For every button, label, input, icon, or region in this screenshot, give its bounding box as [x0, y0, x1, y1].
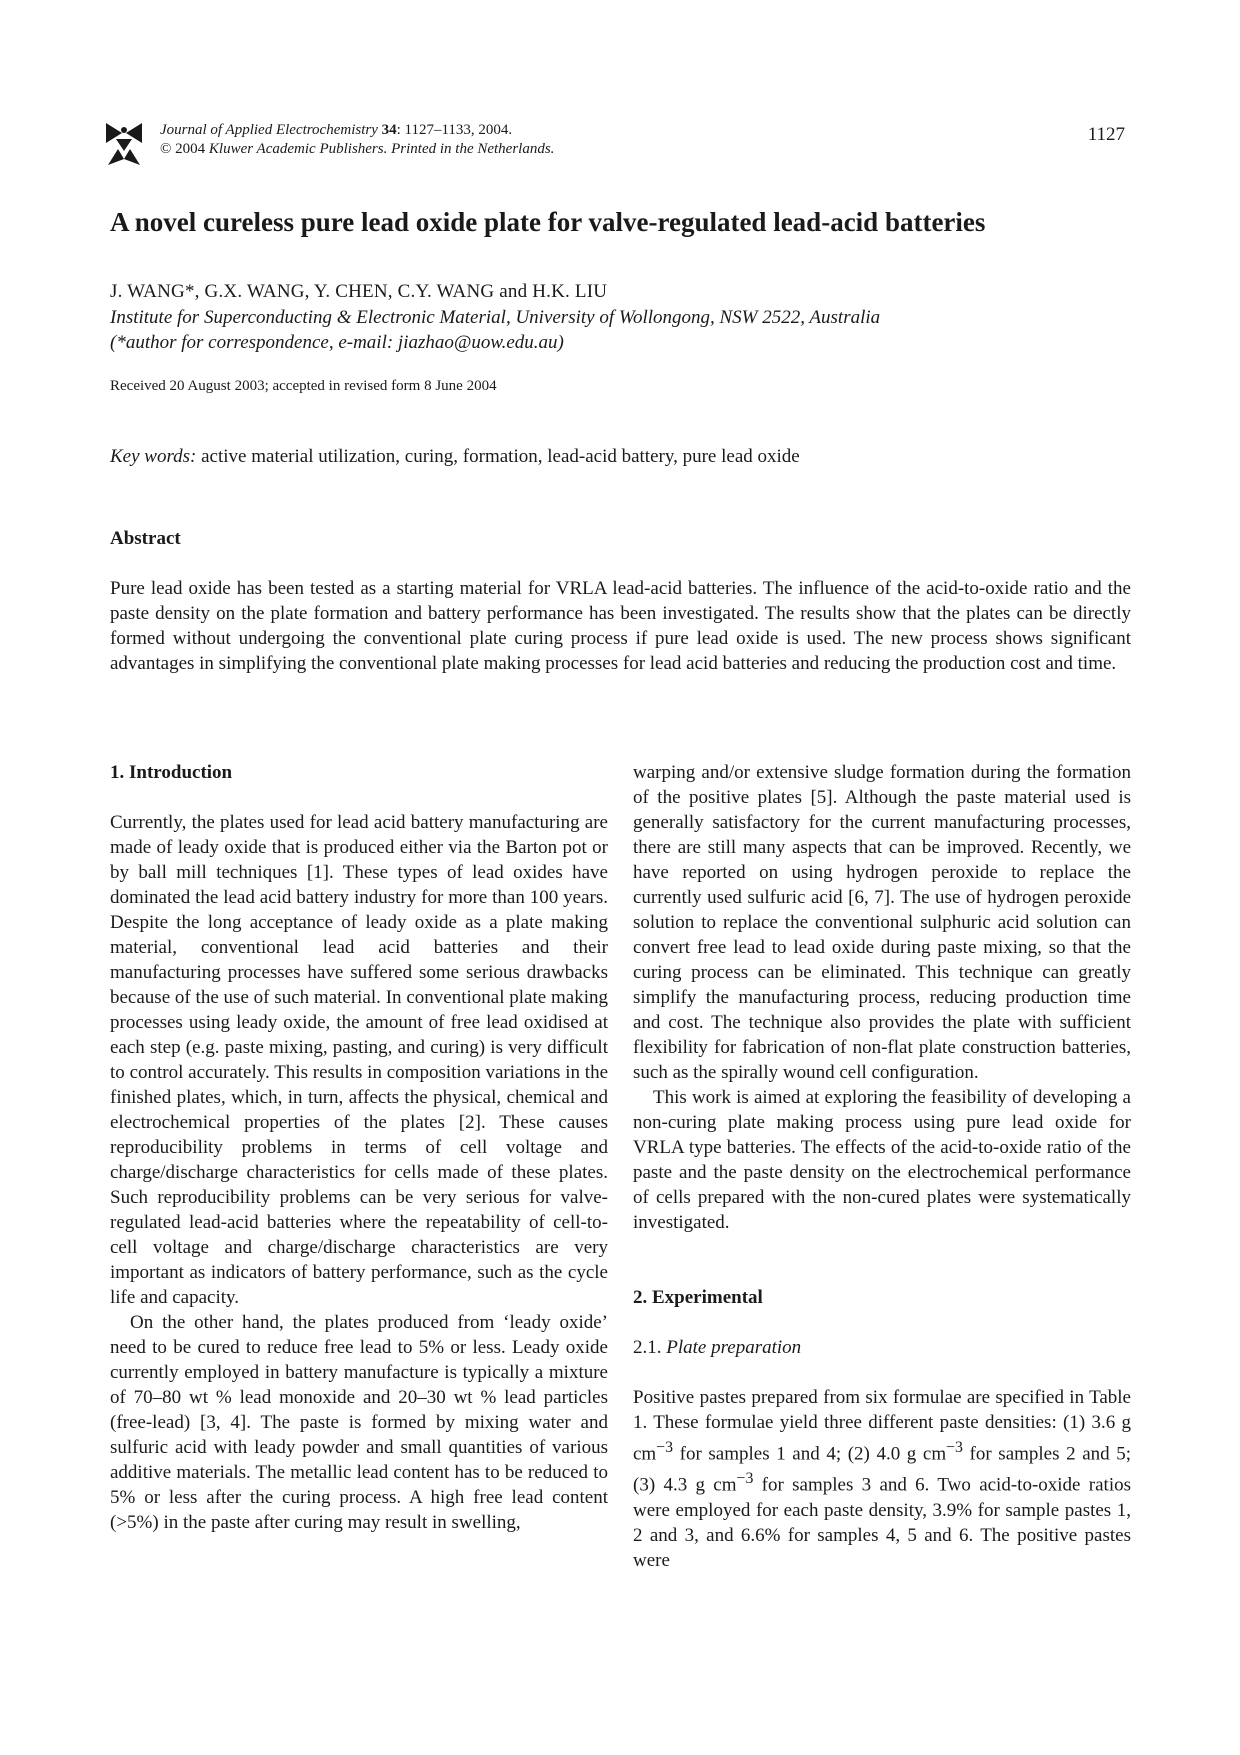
experimental-text-part-3: for samples 2 and 5; (3) 4.3 g cm — [633, 1443, 1131, 1496]
affiliation: Institute for Superconducting & Electronic Material, University of Wollongong, NSW 2522, Australia — [110, 307, 881, 328]
left-column — [110, 760, 608, 1535]
superscript-minus-3: −3 — [946, 1439, 963, 1456]
page-number: 1127 — [1087, 124, 1125, 145]
subsection-number: 2.1. — [633, 1337, 662, 1358]
publisher-logo-icon — [106, 121, 142, 165]
received-dates: Received 20 August 2003; accepted in revised form 8 June 2004 — [110, 378, 497, 394]
experimental-text-part-2: for samples 1 and 4; (2) 4.0 g cm — [673, 1443, 947, 1465]
journal-name: Journal of Applied Electrochemistry — [160, 122, 378, 138]
intro-paragraph-1: Currently, the plates used for lead acid battery manufacturing are made of leady oxide that is produced either via the Barton pot or by ball mill techniques [1]. These types of lead oxides have dominated the lead acid battery industry for more than 100 years. Despite the long acceptance of leady oxide as a plate making material, conventional lead acid batteries and their manufacturing processes have suffered some serious drawbacks because of the use of such material. In conventional plate making processes using leady oxide, the amount of free lead oxidised at each step (e.g. paste mixing, pasting, and curing) is very difficult to control accurately. This results in composition variations in the finished plates, which, in turn, affects the physical, chemical and electrochemical properties of the plates [2]. These causes reproducibility problems in terms of cell voltage and charge/discharge characteristics for cells made of these plates. Such reproducibility problems can be very serious for valve-regulated lead-acid batteries where the repeatability of cell-to-cell voltage and charge/discharge characteristics are very important as indicators of battery performance, such as the cycle life and capacity. — [110, 812, 608, 1308]
superscript-minus-3: −3 — [656, 1439, 674, 1456]
keywords-text: active material utilization, curing, formation, lead-acid battery, pure lead oxide — [201, 446, 800, 467]
superscript-minus-3: −3 — [736, 1470, 754, 1488]
keywords-label: Key words: — [110, 446, 197, 467]
subsection-title: Plate preparation — [666, 1337, 802, 1358]
abstract-text: Pure lead oxide has been tested as a starting material for VRLA lead-acid batteries. The influence of the acid-to-oxide ratio and the paste density on the plate formation and battery performance has been investigated. The results show that the plates can be directly formed without undergoing the conventional plate curing process if pure lead oxide is used. The new process shows significant advantages in simplifying the conventional plate making processes for lead acid batteries and reducing the production cost and time. — [110, 578, 1131, 674]
subsection-heading-plate-preparation — [633, 1335, 1131, 1360]
right-column — [633, 760, 1131, 1573]
intro-paragraph-2: On the other hand, the plates produced from ‘leady oxide’ need to be cured to reduce free lead to 5% or less. Leady oxide currently employed in battery manufacture is typically a mixture of 70–80 wt % lead monoxide and 20–30 wt % lead particles (free-lead) [3, 4]. The paste is formed by mixing water and sulfuric acid with leady powder and small quantities of various additive materials. The metallic lead content has to be reduced to 5% or less after the curing process. A high free lead content (>5%) in the paste after curing may result in swelling, — [110, 1312, 608, 1533]
keywords — [110, 446, 800, 468]
correspondence-note: (*author for correspondence, e-mail: jiazhao@uow.edu.au) — [110, 332, 564, 353]
author-list: J. WANG*, G.X. WANG, Y. CHEN, C.Y. WANG and H.K. LIU — [110, 281, 608, 302]
copyright-prefix: © 2004 — [160, 141, 206, 157]
affiliation-block — [110, 305, 1130, 355]
section-heading-introduction: 1. Introduction — [110, 762, 233, 783]
intro-paragraph-3: warping and/or extensive sludge formation during the formation of the positive plates [5]. Although the paste material used is generally satisfactory for the current manufacturing processes, there are still many aspects that can be improved. Recently, we have reported on using hydrogen peroxide to replace the currently used sulfuric acid [6, 7]. The use of hydrogen peroxide solution to replace the conventional sulphuric acid solution can convert free lead to lead oxide during paste mixing, so that the curing process can be eliminated. This technique can greatly simplify the manufacturing process, reducing production time and cost. The technique also provides the plate with sufficient flexibility for fabrication of non-flat plate construction batteries, such as the spirally wound cell configuration. — [633, 762, 1131, 1083]
abstract-heading: Abstract — [110, 528, 181, 549]
section-heading-experimental: 2. Experimental — [633, 1287, 763, 1308]
article-title: A novel cureless pure lead oxide plate for valve-regulated lead-acid batteries — [110, 207, 986, 237]
copyright-text: Kluwer Academic Publishers. Printed in the Netherlands. — [208, 141, 555, 157]
experimental-text-part-4: for samples 3 and 6. Two acid-to-oxide ratios were employed for each paste density, 3.9% for sample pastes 1, 2 and 3, and 6.6% for samples 4, 5 and 6. The positive pastes were — [633, 1474, 1131, 1571]
experimental-paragraph-1 — [633, 1385, 1131, 1573]
journal-citation — [160, 121, 554, 159]
experimental-text-part-1: Positive pastes prepared from six formulae are specified in Table 1. These formulae yield three different paste densities: (1) 3.6 g cm — [633, 1387, 1131, 1465]
journal-volume: 34 — [381, 122, 397, 138]
journal-pages-year: : 1127–1133, 2004. — [396, 122, 513, 138]
intro-paragraph-4: This work is aimed at exploring the feasibility of developing a non-curing plate making process using pure lead oxide for VRLA type batteries. The effects of the acid-to-oxide ratio of the paste and the paste density on the electrochemical performance of cells prepared with the non-cured plates were systematically investigated. — [633, 1087, 1131, 1233]
